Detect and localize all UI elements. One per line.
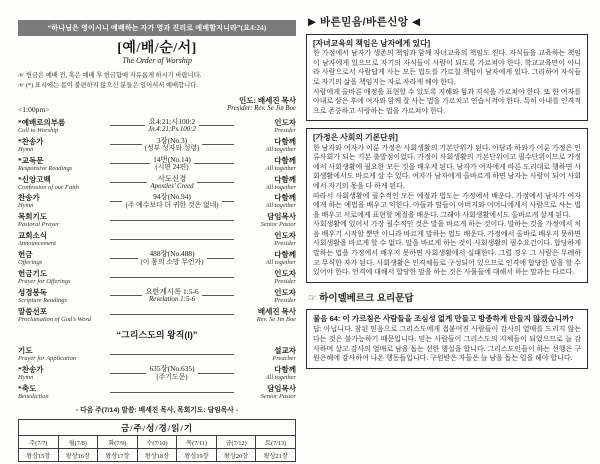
role-korean: 다함께	[274, 250, 296, 260]
role-korean: 다함께	[274, 365, 296, 375]
content-line2: (주 예수보다 더 귀한 것은 없네)	[125, 201, 219, 209]
order-row	[18, 307, 296, 323]
role-english: Presider	[274, 240, 296, 248]
sermon-title: “그리스도의 왕직(I)”	[116, 330, 198, 341]
rule-line	[207, 250, 235, 259]
order-item-label	[18, 137, 106, 153]
order-item-korean: 찬송가	[18, 193, 40, 203]
teaching-box-title: [자녀교육의 책임은 남자에게 있다]	[313, 39, 431, 48]
order-item-korean: *찬송가	[18, 365, 44, 375]
content-line1: 사도신경	[157, 173, 187, 183]
rule-line	[198, 365, 234, 374]
role-english: Presider	[274, 278, 296, 286]
order-row	[18, 156, 296, 172]
role-korean: 다함께	[274, 136, 296, 146]
order-item-english: Hymn	[18, 145, 34, 153]
content-line2: Revelation 1:5-6	[148, 296, 196, 304]
rule-line	[110, 250, 138, 259]
reading-chapter-cell: 왕상16장	[58, 449, 98, 462]
reading-day-cell: 화(7/9)	[98, 436, 138, 449]
worship-order-list-closing	[18, 346, 296, 400]
order-item-middle	[106, 365, 238, 381]
rule-line	[110, 137, 142, 146]
order-item-label	[18, 307, 106, 323]
content-line1: 요4:21;시100:2	[148, 116, 196, 126]
order-item-english: Call to Worship	[18, 126, 59, 134]
order-item-korean: *축도	[18, 384, 37, 394]
order-item-label	[18, 365, 106, 381]
order-row	[18, 365, 296, 381]
teaching-box	[306, 34, 588, 121]
order-item-middle	[106, 231, 238, 247]
content-line2: (이 몸의 소망 무언가)	[140, 258, 204, 266]
service-time-row	[18, 96, 296, 113]
order-item-korean: 성경봉독	[18, 287, 47, 297]
order-item-role	[238, 212, 296, 228]
order-item-role	[238, 288, 296, 304]
order-item-english: Pastoral Prayer	[18, 221, 60, 229]
order-row	[18, 118, 296, 134]
reading-chapter-cell: 왕상19장	[177, 449, 217, 462]
order-item-english: Offerings	[18, 259, 43, 267]
order-item-korean: *신앙고백	[18, 174, 51, 184]
order-item-middle	[106, 384, 238, 400]
role-english: All together	[265, 164, 296, 172]
scripture-verse-banner: “하나님은 영이시니 예배하는 자가 영과 진리로 예배할지니라”(요4:24)	[18, 20, 296, 36]
reading-table-caption: 금/주/성/경/읽/기	[19, 420, 296, 436]
rule-line	[110, 231, 234, 240]
order-item-role	[238, 307, 296, 323]
order-item-role	[238, 269, 296, 285]
catechism-box	[306, 309, 588, 369]
order-item-role	[238, 231, 296, 247]
order-item-english: Confession of our Faith	[18, 183, 79, 191]
order-item-middle	[106, 250, 238, 266]
order-item-korean: 목회기도	[18, 212, 47, 222]
reading-day-cell: 수(7/10)	[137, 436, 177, 449]
order-item-role	[238, 346, 296, 362]
content-line1: 14번(No.14)	[153, 154, 191, 164]
role-korean: 담임목사	[267, 212, 296, 222]
reading-day-cell: 주(7/7)	[19, 436, 59, 449]
order-item-english: Proclamation of God's Word	[18, 315, 91, 323]
rule-line	[110, 269, 234, 278]
teaching-box-title: [가정은 사회의 기본단위]	[313, 133, 398, 143]
order-item-middle	[106, 137, 238, 153]
order-row	[18, 269, 296, 285]
right-column-header: ▶ 바른믿음/바른신앙 ◀	[308, 16, 421, 28]
rule-line	[202, 288, 234, 297]
order-item-middle	[106, 156, 238, 172]
content-line1: 요한계시록 1:5-6	[145, 286, 199, 296]
rule-line	[110, 307, 234, 316]
order-item-label	[18, 231, 106, 247]
reading-day-cell: 금(7/12)	[216, 436, 256, 449]
teaching-paragraph: 사람에게 올바른 애정을 표현할 수 있도록 지혜와 힘과 지식을 가르쳐야 한다. 또 한 여자를 아내로 삼은 후에 여자와 함께 잘 사는 법을 가르치고 연습시켜야 한다. 특히 아내를 인격적으로 존중하고 사랑하는 법을 가르쳐야 한다.	[313, 87, 581, 115]
order-row	[18, 250, 296, 266]
teaching-box	[306, 128, 588, 282]
order-item-middle	[106, 288, 238, 304]
rule-line	[110, 384, 234, 393]
order-item-english: Benediction	[18, 393, 49, 401]
rule-line	[110, 156, 150, 165]
order-item-label	[18, 250, 106, 266]
role-english: Preacher	[272, 355, 296, 363]
order-item-middle	[106, 175, 238, 191]
order-item-content	[144, 288, 199, 304]
role-korean: 설교자	[274, 346, 296, 356]
rule-line	[110, 175, 147, 184]
order-item-content	[147, 118, 197, 134]
role-korean: 인도자	[274, 287, 296, 297]
order-item-label	[18, 118, 106, 134]
role-english: All together	[265, 183, 296, 191]
reading-chapter-cell: 왕상20장	[216, 449, 256, 462]
presider-korean: 인도: 배세진 목사	[239, 96, 296, 106]
rule-line	[110, 365, 146, 374]
role-korean: 담임목사	[267, 384, 296, 394]
teaching-column	[306, 14, 588, 376]
order-item-korean: *교독문	[18, 155, 44, 165]
order-row	[18, 212, 296, 228]
presider-english: Presider: Rev. Se Jin Boe	[227, 105, 296, 113]
title-block	[18, 41, 296, 66]
order-item-middle	[106, 212, 238, 228]
rule-line	[197, 175, 234, 184]
order-item-content	[149, 175, 194, 191]
reading-chapters-row	[19, 449, 296, 462]
role-korean: 다함께	[274, 174, 296, 184]
reading-day-cell: 목(7/11)	[177, 436, 217, 449]
content-line2: (시편 24편)	[155, 164, 189, 172]
order-item-korean: *찬송가	[18, 136, 44, 146]
role-korean: 인도자	[274, 117, 296, 127]
rule-line	[110, 212, 234, 221]
content-line1: 635장(No.635)	[149, 364, 195, 374]
order-item-english: Prayer for Offerings	[18, 278, 71, 286]
order-item-label	[18, 346, 106, 362]
presider-block	[227, 96, 296, 113]
order-item-label	[18, 156, 106, 172]
role-english: Presider	[274, 296, 296, 304]
order-item-middle	[106, 118, 238, 134]
reading-chapter-cell: 왕상15장	[19, 449, 59, 462]
order-item-content	[152, 156, 192, 172]
reading-days-row	[19, 436, 296, 449]
order-item-english: Hymn	[18, 202, 34, 210]
order-item-role	[238, 365, 296, 381]
role-english: All together	[265, 374, 296, 382]
order-item-korean: *예배로의부름	[18, 117, 66, 127]
rule-line	[110, 346, 234, 355]
order-item-middle	[106, 193, 238, 209]
reading-chapter-cell: 왕상18장	[137, 449, 177, 462]
reading-chapter-cell: 왕상17장	[98, 449, 138, 462]
order-row	[18, 231, 296, 247]
rule-line	[199, 118, 234, 127]
role-korean: 인도자	[274, 269, 296, 279]
order-item-middle	[106, 346, 238, 362]
order-item-content	[148, 365, 195, 381]
catechism-header: ☞ 하이델베르크 요리문답	[308, 292, 414, 304]
order-row	[18, 288, 296, 304]
reading-day-cell: 토(7/13)	[256, 436, 296, 449]
order-item-english: Responsive Readings	[18, 164, 73, 172]
role-korean: 인도자	[274, 231, 296, 241]
order-item-role	[238, 193, 296, 209]
order-item-english: Hymn	[18, 374, 34, 382]
weekly-bible-reading-table	[18, 419, 296, 462]
content-line1: 488장(No.488)	[149, 249, 195, 259]
order-item-middle	[106, 269, 238, 285]
content-line2: (성부 성자와 성령)	[144, 145, 200, 153]
order-item-korean: 기도	[18, 346, 33, 356]
teaching-paragraph: 따라서 사회생활에 필수적인 모든 예절과 법도는 가정에서 배운다. 가정에서 남자가 여자에게 하는 예법을 배우고 익힌다. 아들과 딸들이 아버지와 어머니에게서 사람으로 사는 법을 배우고 서로에게 표현할 예절을 배운다. 그래야 사회생활에서도 올바르게 살게 된다.	[313, 191, 581, 219]
order-item-label	[18, 193, 106, 209]
order-row	[18, 175, 296, 191]
rule-line	[110, 193, 122, 202]
next-week-note: - 다음 주(7/14) 말씀: 배세진 목사, 목회기도: 담임목사 -	[76, 407, 238, 415]
rule-line	[202, 137, 234, 146]
teaching-paragraph: 사회생활에 있어서 가장 필수적인 것은 말을 바르게 하는 것이다. 말하는 것을 가정에서 처음 배우기 시작할 뿐만 아니라 바르게 말하는 법도 배운다. 가정에서 올바로 배우지 못하면 사회생활을 바르게 할 수 없다. 말을 바르게 하는 것이 사회생활의 필수요건이다. 합당하게 말하는 법을 가정에서 배우지 못하면 사회생활에서 실패한다. 그럴 경우 그 사람은 무례하고 무식한 자가 된다. 사회생활은 인격체들로 구성되어 있으므로 인격에 합당한 말을 할 수 있어야 한다. 인격에 대해서 합당한 말을 하는 것은 사물들에 대해서 하는 말과는 다르다.	[313, 220, 581, 277]
worship-order-list	[18, 118, 296, 324]
order-of-worship-column	[18, 20, 296, 462]
page-subtitle: The Order of Worship	[122, 56, 192, 66]
rule-line	[110, 288, 142, 297]
teaching-paragraph: 한 가정에서 남자가 생존의 책임과 함께 자녀교육의 책임도 진다. 자식들을 교육하는 책임이 남자에게 있으므로 자기의 자식들이 사람이 되도록 가르쳐야 한다. 학교교육만이 아니라 사람으로서 사람답게 사는 모든 법도를 가르칠 책임이 남자에게 있다. 그리하여 자식들로 자기의 삶을 책임지는 자로 자라게 해야 한다.	[313, 49, 581, 87]
role-english: All together	[265, 145, 296, 153]
role-korean: 배세진 목사	[257, 306, 296, 316]
content-line2: (주기도문)	[156, 373, 188, 381]
teaching-paragraph: 한 남자와 여자가 이룬 가정은 사회생활의 기본단위가 된다. 아담과 하와가 이룬 가정은 인류사회가 되는 기본 출발점이었다. 가정이 사회생활의 기본단위이고 필수단위이므로 가정에서 사회생활에 필요한 모든 것을 배우게 된다. 남자가 여자에게 바른 도리대로 행하면 사회생활에서도 바르게 살 수 있다. 여자가 남자에게 올바르게 하면 남자는 사람이 되어 사회에서 자기의 몫을 다 하게 된다.	[313, 143, 581, 190]
role-english: Rev. Se Jin Boe	[256, 315, 296, 323]
worship-notes	[18, 71, 296, 91]
order-item-middle	[106, 307, 238, 323]
order-item-role	[238, 137, 296, 153]
role-korean: 다함께	[274, 155, 296, 165]
role-english: Presider	[274, 126, 296, 134]
order-item-role	[238, 118, 296, 134]
rule-line	[222, 193, 234, 202]
order-item-english: Announcement	[18, 240, 56, 248]
content-line2: Jn.4:21;Ps.100:2	[148, 126, 196, 134]
order-item-label	[18, 384, 106, 400]
content-line1: 3장(No.3)	[156, 135, 188, 145]
order-row	[18, 137, 296, 153]
order-item-content	[124, 193, 219, 209]
order-item-label	[18, 288, 106, 304]
teaching-boxes	[306, 34, 588, 283]
order-item-english: Scripture Readings	[18, 296, 67, 304]
order-row	[18, 193, 296, 209]
order-item-role	[238, 384, 296, 400]
catechism-question: 물음 64: 이 가르침은 사람들을 조심성 없게 만들고 방종하게 만들지 않겠습니까?	[313, 313, 574, 323]
content-line1: 94장(No.94)	[153, 192, 191, 202]
content-line2: Apostles’ Creed	[150, 183, 194, 191]
page-title: [예/배/순/서]	[117, 41, 197, 56]
reading-day-cell: 월(7/8)	[58, 436, 98, 449]
note-standing: ☞ (*) 표시에는 몸이 불편하지 않으신 분들은 일어서서 예배합니다.	[18, 81, 198, 89]
role-english: All together	[265, 259, 296, 267]
order-row	[18, 346, 296, 362]
order-item-role	[238, 156, 296, 172]
role-english: Senior Pastor	[260, 393, 296, 401]
order-item-english: Prayer for Application	[18, 355, 77, 363]
role-english: Senior Pastor	[260, 221, 296, 229]
order-item-role	[238, 250, 296, 266]
order-item-korean: 말씀선포	[18, 306, 47, 316]
order-item-label	[18, 269, 106, 285]
catechism-answer: 답: 아닙니다. 참된 믿음으로 그리스도에게 접붙여진 사람들이 감사의 열매를 드리지 않는다는 것은 불가능하기 때문입니다. 믿는 사람들이 그리스도의 지체들이 되었으므로 늘 감사하며 살고 감사의 열매로 남을 돕는 선한 행실을 합니다. 그리스도인들이 하는 선행은 구원은혜에 감사하여 나온 행동들입니다. 구원받은 자들은 늘 남을 돕는 일을 해야 합니다.	[313, 324, 581, 363]
order-item-content	[144, 137, 201, 153]
role-english: All together	[265, 202, 296, 210]
role-korean: 다함께	[274, 193, 296, 203]
order-item-korean: 교회소식	[18, 231, 47, 241]
order-item-content	[140, 250, 205, 266]
reading-chapter-cell: 왕상21장	[256, 449, 296, 462]
note-offering: ☞ 헌금은 예배 전, 혹은 예배 후 헌금함에 자유롭게 하시기 바랍니다.	[18, 71, 202, 79]
rule-line	[194, 156, 234, 165]
order-row	[18, 384, 296, 400]
order-item-label	[18, 175, 106, 191]
order-item-label	[18, 212, 106, 228]
order-item-korean: 헌금	[18, 250, 33, 260]
service-time: <1:00pm>	[18, 104, 50, 114]
order-item-role	[238, 175, 296, 191]
rule-line	[110, 118, 145, 127]
order-item-korean: 헌금기도	[18, 269, 47, 279]
